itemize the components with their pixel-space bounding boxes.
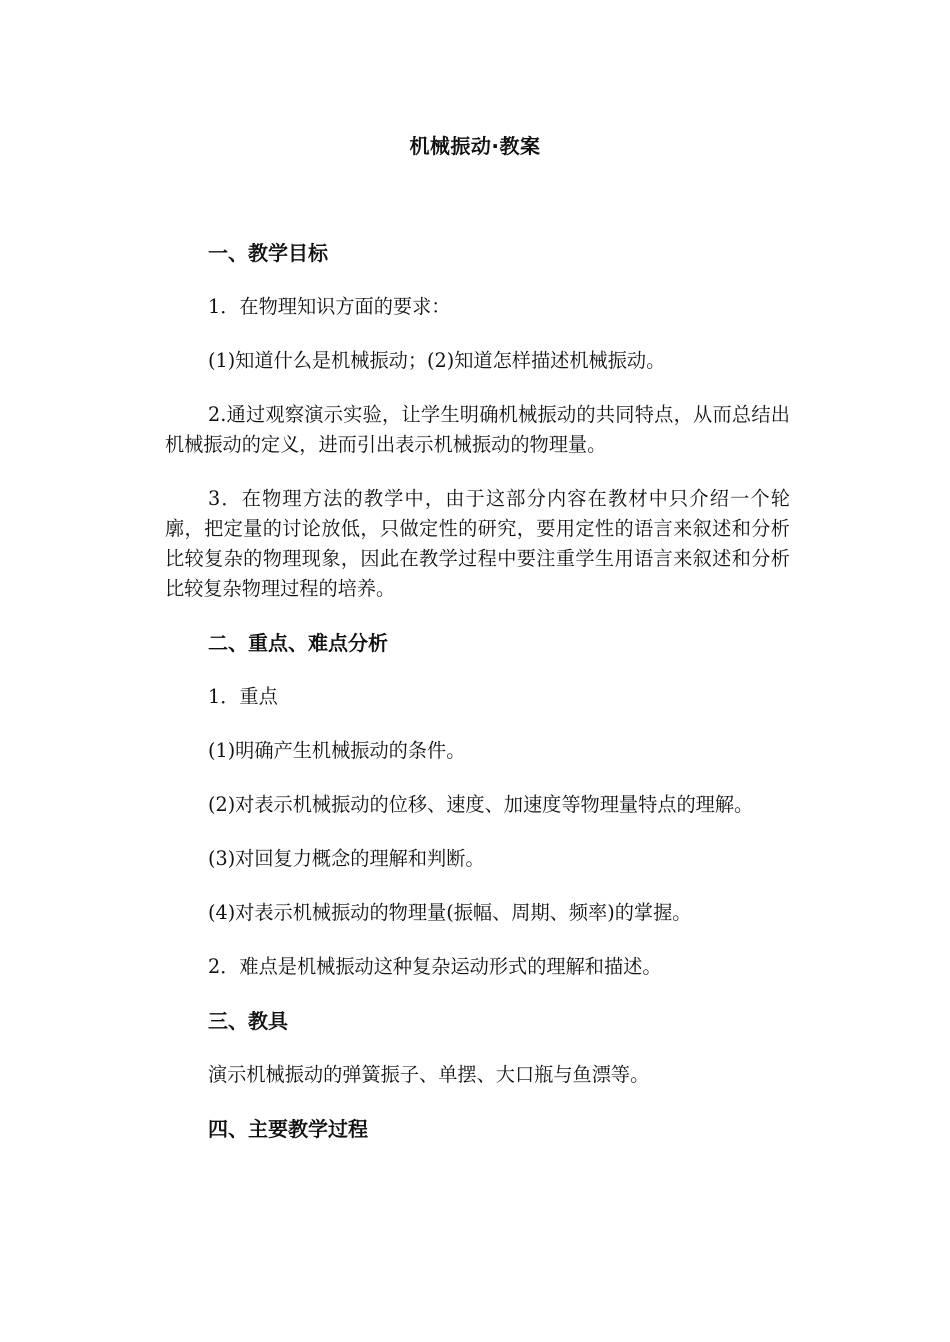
- paragraph: 1．重点: [208, 685, 278, 708]
- section-heading-teaching-process: 四、主要教学过程: [208, 1117, 368, 1141]
- paragraph: (1)知道什么是机械振动；(2)知道怎样描述机械振动。: [208, 349, 666, 372]
- document-title: 机械振动·教案: [409, 134, 541, 158]
- paragraph: 2．难点是机械振动这种复杂运动形式的理解和描述。: [208, 955, 662, 978]
- document-body: [165, 238, 790, 1144]
- paragraph: 演示机械振动的弹簧振子、单摆、大口瓶与鱼漂等。: [208, 1063, 650, 1086]
- paragraph: (4)对表示机械振动的物理量(振幅、周期、频率)的掌握。: [208, 901, 692, 924]
- paragraph: 2.通过观察演示实验，让学生明确机械振动的共同特点，从而总结出机械振动的定义，进而引出表示机械振动的物理量。: [165, 403, 790, 456]
- section-heading-objectives: 一、教学目标: [208, 241, 328, 265]
- paragraph: (2)对表示机械振动的位移、速度、加速度等物理量特点的理解。: [208, 793, 754, 816]
- paragraph: (1)明确产生机械振动的条件。: [208, 739, 466, 762]
- paragraph: 3．在物理方法的教学中，由于这部分内容在教材中只介绍一个轮廓，把定量的讨论放低，只做定性的研究，要用定性的语言来叙述和分析比较复杂的物理现象，因此在教学过程中要注重学生用语言来叙述和分析比较复杂物理过程的培养。: [165, 487, 790, 600]
- paragraph: 1．在物理知识方面的要求：: [208, 295, 451, 318]
- section-heading-key-points: 二、重点、难点分析: [208, 631, 388, 655]
- paragraph: (3)对回复力概念的理解和判断。: [208, 847, 485, 870]
- section-heading-teaching-aids: 三、教具: [208, 1009, 288, 1033]
